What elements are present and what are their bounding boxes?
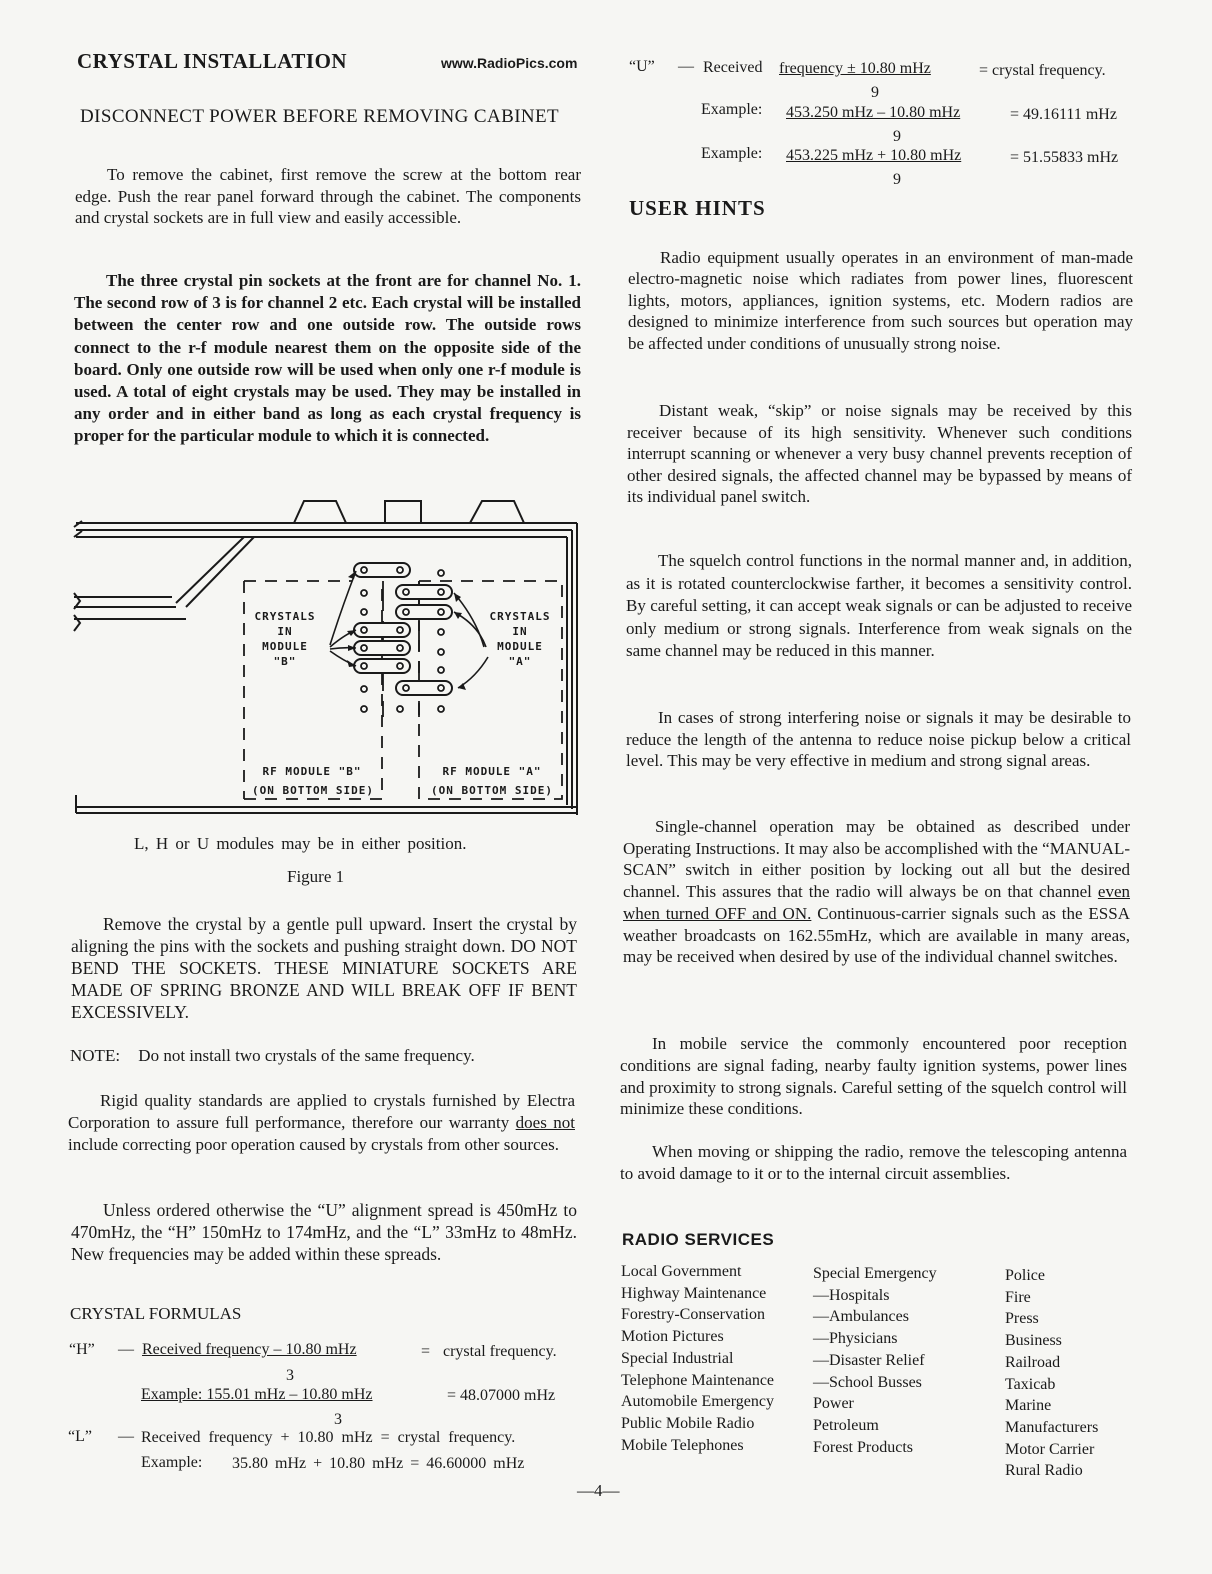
figure-note: L, H or U modules may be in either position.	[134, 834, 467, 853]
paragraph: Radio equipment usually operates in an environment of man-made electro-magnetic noise which radiates from power lines, fluorescent lights, motors, appliances, ignition systems, etc. Modern radios are designed to minimize interference from such sources but operation may be affected under conditions of unusually strong noise.	[628, 248, 1133, 353]
u-numerator: frequency ± 10.80 mHz	[779, 60, 931, 77]
service-item: —Physicians	[813, 1330, 898, 1348]
u-ex2-result: = 51.55833 mHz	[1010, 149, 1119, 166]
hint-paragraph-3	[626, 550, 1132, 663]
h-equals: =	[421, 1343, 431, 1360]
service-item: —School Busses	[813, 1373, 922, 1391]
service-item: —Ambulances	[813, 1308, 909, 1326]
u-ex1-denominator: 9	[893, 128, 901, 145]
h-tag: “H”	[69, 1341, 95, 1358]
warranty-text-b: include correcting poor operation caused by crystals from other sources.	[68, 1134, 559, 1154]
paragraph: When moving or shipping the radio, remove the telescoping antenna to avoid damage to it or to the internal circuit assemblies.	[620, 1142, 1127, 1183]
formulas-title: CRYSTAL FORMULAS	[70, 1304, 242, 1323]
service-item: Motor Carrier	[1005, 1440, 1095, 1458]
hint-paragraph-4	[626, 707, 1131, 772]
left-paragraph-4	[68, 1090, 575, 1155]
service-item: Rural Radio	[1005, 1462, 1083, 1480]
paragraph: The three crystal pin sockets at the front are for channel No. 1. The second row of 3 is for channel 2 etc. Each crystal will be installed between the center row and one outside row. The outside rows connect to the r-f module nearest them on the opposite side of the board. Only one outside row will be used when only one r-f module is used. A total of eight crystals may be used. They may be installed in any order and in either band as long as each crystal frequency is proper for the particular module to which it is connected.	[74, 271, 581, 446]
service-item: Telephone Maintenance	[621, 1371, 775, 1389]
u-denominator: 9	[871, 84, 879, 101]
u-ex1-result: = 49.16111 mHz	[1010, 106, 1117, 123]
left-paragraph-2	[74, 270, 581, 448]
service-item: Automobile Emergency	[621, 1393, 774, 1411]
u-ex1-label: Example:	[701, 101, 763, 118]
module-b-label-line: "B"	[273, 655, 297, 668]
service-item: Forest Products	[813, 1438, 913, 1456]
h-dash: —	[118, 1341, 134, 1358]
service-item: Motion Pictures	[621, 1328, 724, 1346]
h-result: crystal frequency.	[443, 1343, 557, 1360]
page-title: CRYSTAL INSTALLATION	[77, 49, 348, 73]
services-column-1	[621, 1261, 774, 1456]
module-a-label-line: MODULE	[497, 640, 543, 653]
u-ex2-numerator: 453.225 mHz + 10.80 mHz	[786, 147, 962, 164]
module-a-label-line: "A"	[508, 655, 532, 668]
paragraph: The squelch control functions in the normal manner and, in addition, as it is rotated counterclockwise farther, it becomes a sensitivity control. By careful setting, it can accept weak signals or can be adjusted to receive only medium or strong signals. Interference from weak signals on the same channel may be reduced in this manner.	[626, 551, 1132, 660]
left-paragraph-1	[75, 164, 581, 229]
site-url: www.RadioPics.com	[441, 55, 578, 71]
paragraph: In cases of strong interfering noise or signals it may be desirable to reduce the length of the antenna to reduce noise pickup below a critical level. This may be very effective in medium and strong signal areas.	[626, 708, 1131, 771]
u-ex2-label: Example:	[701, 145, 763, 162]
hint-paragraph-1	[628, 247, 1133, 354]
rf-module-a-label: RF MODULE "A"	[442, 765, 542, 778]
service-item: Special Industrial	[621, 1349, 734, 1367]
page-number: —4—	[577, 1481, 620, 1500]
crystal-socket-diagram	[72, 497, 584, 819]
services-column-3	[1005, 1265, 1098, 1482]
services-column-2	[813, 1263, 937, 1458]
module-a-label-line: IN	[512, 625, 528, 638]
single-channel-text-b: Continuous-carrier signals such as the ESSA weather broadcasts on 162.55mHz, which are available in many areas, may be received when desired by use of the individual channel switches.	[623, 903, 1130, 967]
module-b-label-line: CRYSTALS	[254, 610, 316, 623]
rf-module-b-note: (ON BOTTOM SIDE)	[252, 784, 374, 797]
single-channel-emphasis: even when turned OFF and ON.	[623, 882, 1130, 923]
warranty-emphasis: does not	[515, 1112, 575, 1132]
service-item: —Disaster Relief	[813, 1351, 925, 1369]
radio-services-title: RADIO SERVICES	[622, 1230, 775, 1249]
u-result: = crystal frequency.	[979, 62, 1106, 79]
paragraph: To remove the cabinet, first remove the screw at the bottom rear edge. Push the rear panel forward through the cabinet. The components and crystal sockets are in full view and easily accessible.	[75, 165, 581, 228]
u-ex1-numerator: 453.250 mHz – 10.80 mHz	[786, 104, 961, 121]
paragraph: Unless ordered otherwise the “U” alignment spread is 450mHz to 470mHz, the “H” 150mHz to 174mHz, and the “L” 33mHz to 48mHz. New frequencies may be added within these spreads.	[71, 1200, 577, 1264]
service-item: Forestry-Conservation	[621, 1306, 765, 1324]
l-example-label: Example:	[141, 1454, 203, 1471]
single-channel-text-a: Single-channel operation may be obtained as described under Operating Instructions. It may also be accomplished with the “MANUAL-SCAN” switch in either position by locking out all but the desired channel. This assures that the radio will always be on that channel	[623, 817, 1130, 902]
hint-paragraph-6	[620, 1033, 1127, 1120]
rf-module-a-note: (ON BOTTOM SIDE)	[431, 784, 553, 797]
module-b-label-line: IN	[277, 625, 293, 638]
power-warning: DISCONNECT POWER BEFORE REMOVING CABINET	[80, 106, 560, 127]
module-b-label-line: MODULE	[262, 640, 308, 653]
hint-paragraph-7	[620, 1141, 1127, 1185]
l-dash: —	[118, 1428, 134, 1445]
service-item: Police	[1005, 1267, 1045, 1284]
service-item: Mobile Telephones	[621, 1436, 744, 1454]
service-item: Special Emergency	[813, 1265, 937, 1282]
service-item: Manufacturers	[1005, 1418, 1099, 1436]
service-item: Local Government	[621, 1263, 742, 1280]
warranty-text-a: Rigid quality standards are applied to crystals furnished by Electra Corporation to assure full performance, therefore our warranty	[68, 1091, 575, 1132]
note-text: Do not install two crystals of the same frequency.	[138, 1046, 475, 1065]
l-example: 35.80 mHz + 10.80 mHz = 46.60000 mHz	[232, 1455, 525, 1472]
note-label: NOTE:	[70, 1046, 121, 1065]
service-item: Taxicab	[1005, 1375, 1056, 1393]
service-item: Public Mobile Radio	[621, 1414, 755, 1432]
service-item: Marine	[1005, 1397, 1052, 1415]
u-ex2-denominator: 9	[893, 171, 901, 188]
h-example-denominator: 3	[334, 1411, 342, 1428]
service-item: Petroleum	[813, 1416, 879, 1434]
service-item: Business	[1005, 1332, 1062, 1350]
service-item: Railroad	[1005, 1353, 1061, 1371]
rf-module-b-label: RF MODULE "B"	[262, 765, 362, 778]
left-paragraph-3	[71, 913, 577, 1023]
user-hints-title: USER HINTS	[629, 196, 766, 220]
service-item: Power	[813, 1395, 854, 1413]
l-tag: “L”	[68, 1428, 92, 1445]
note	[70, 1046, 475, 1066]
paragraph: Remove the crystal by a gentle pull upward. Insert the crystal by aligning the pins with the sockets and pushing straight down. DO NOT BEND THE SOCKETS. THESE MINIATURE SOCKETS ARE MADE OF SPRING BRONZE AND WILL BREAK OFF IF BENT EXCESSIVELY.	[71, 914, 577, 1022]
paragraph: In mobile service the commonly encountered poor reception conditions are signal fading, nearby faulty ignition systems, power lines and proximity to strong signals. Careful setting of the squelch control will minimize these conditions.	[620, 1034, 1127, 1119]
h-example-result: = 48.07000 mHz	[447, 1387, 556, 1404]
u-lead: Received	[703, 59, 763, 76]
service-item: —Hospitals	[813, 1286, 890, 1304]
service-item: Highway Maintenance	[621, 1284, 767, 1302]
figure-caption: Figure 1	[287, 867, 345, 886]
h-example: Example: 155.01 mHz – 10.80 mHz	[141, 1386, 373, 1403]
module-a-label-line: CRYSTALS	[489, 610, 551, 623]
hint-paragraph-2	[627, 400, 1132, 508]
u-dash: —	[678, 58, 694, 75]
paragraph: Distant weak, “skip” or noise signals may be received by this receiver because of its high sensitivity. Whenever such conditions interrupt scanning or whenever a very busy channel prevents reception of other desired signals, the affected channel may be bypassed by means of its individual panel switch.	[627, 401, 1132, 506]
service-item: Press	[1005, 1310, 1039, 1328]
h-numerator: Received frequency – 10.80 mHz	[142, 1341, 357, 1358]
hint-paragraph-5	[623, 816, 1130, 968]
l-formula: Received frequency + 10.80 mHz = crystal frequency.	[141, 1429, 516, 1446]
left-paragraph-5	[71, 1199, 577, 1265]
u-tag: “U”	[629, 58, 655, 75]
service-item: Fire	[1005, 1288, 1031, 1306]
h-denominator: 3	[286, 1367, 294, 1384]
